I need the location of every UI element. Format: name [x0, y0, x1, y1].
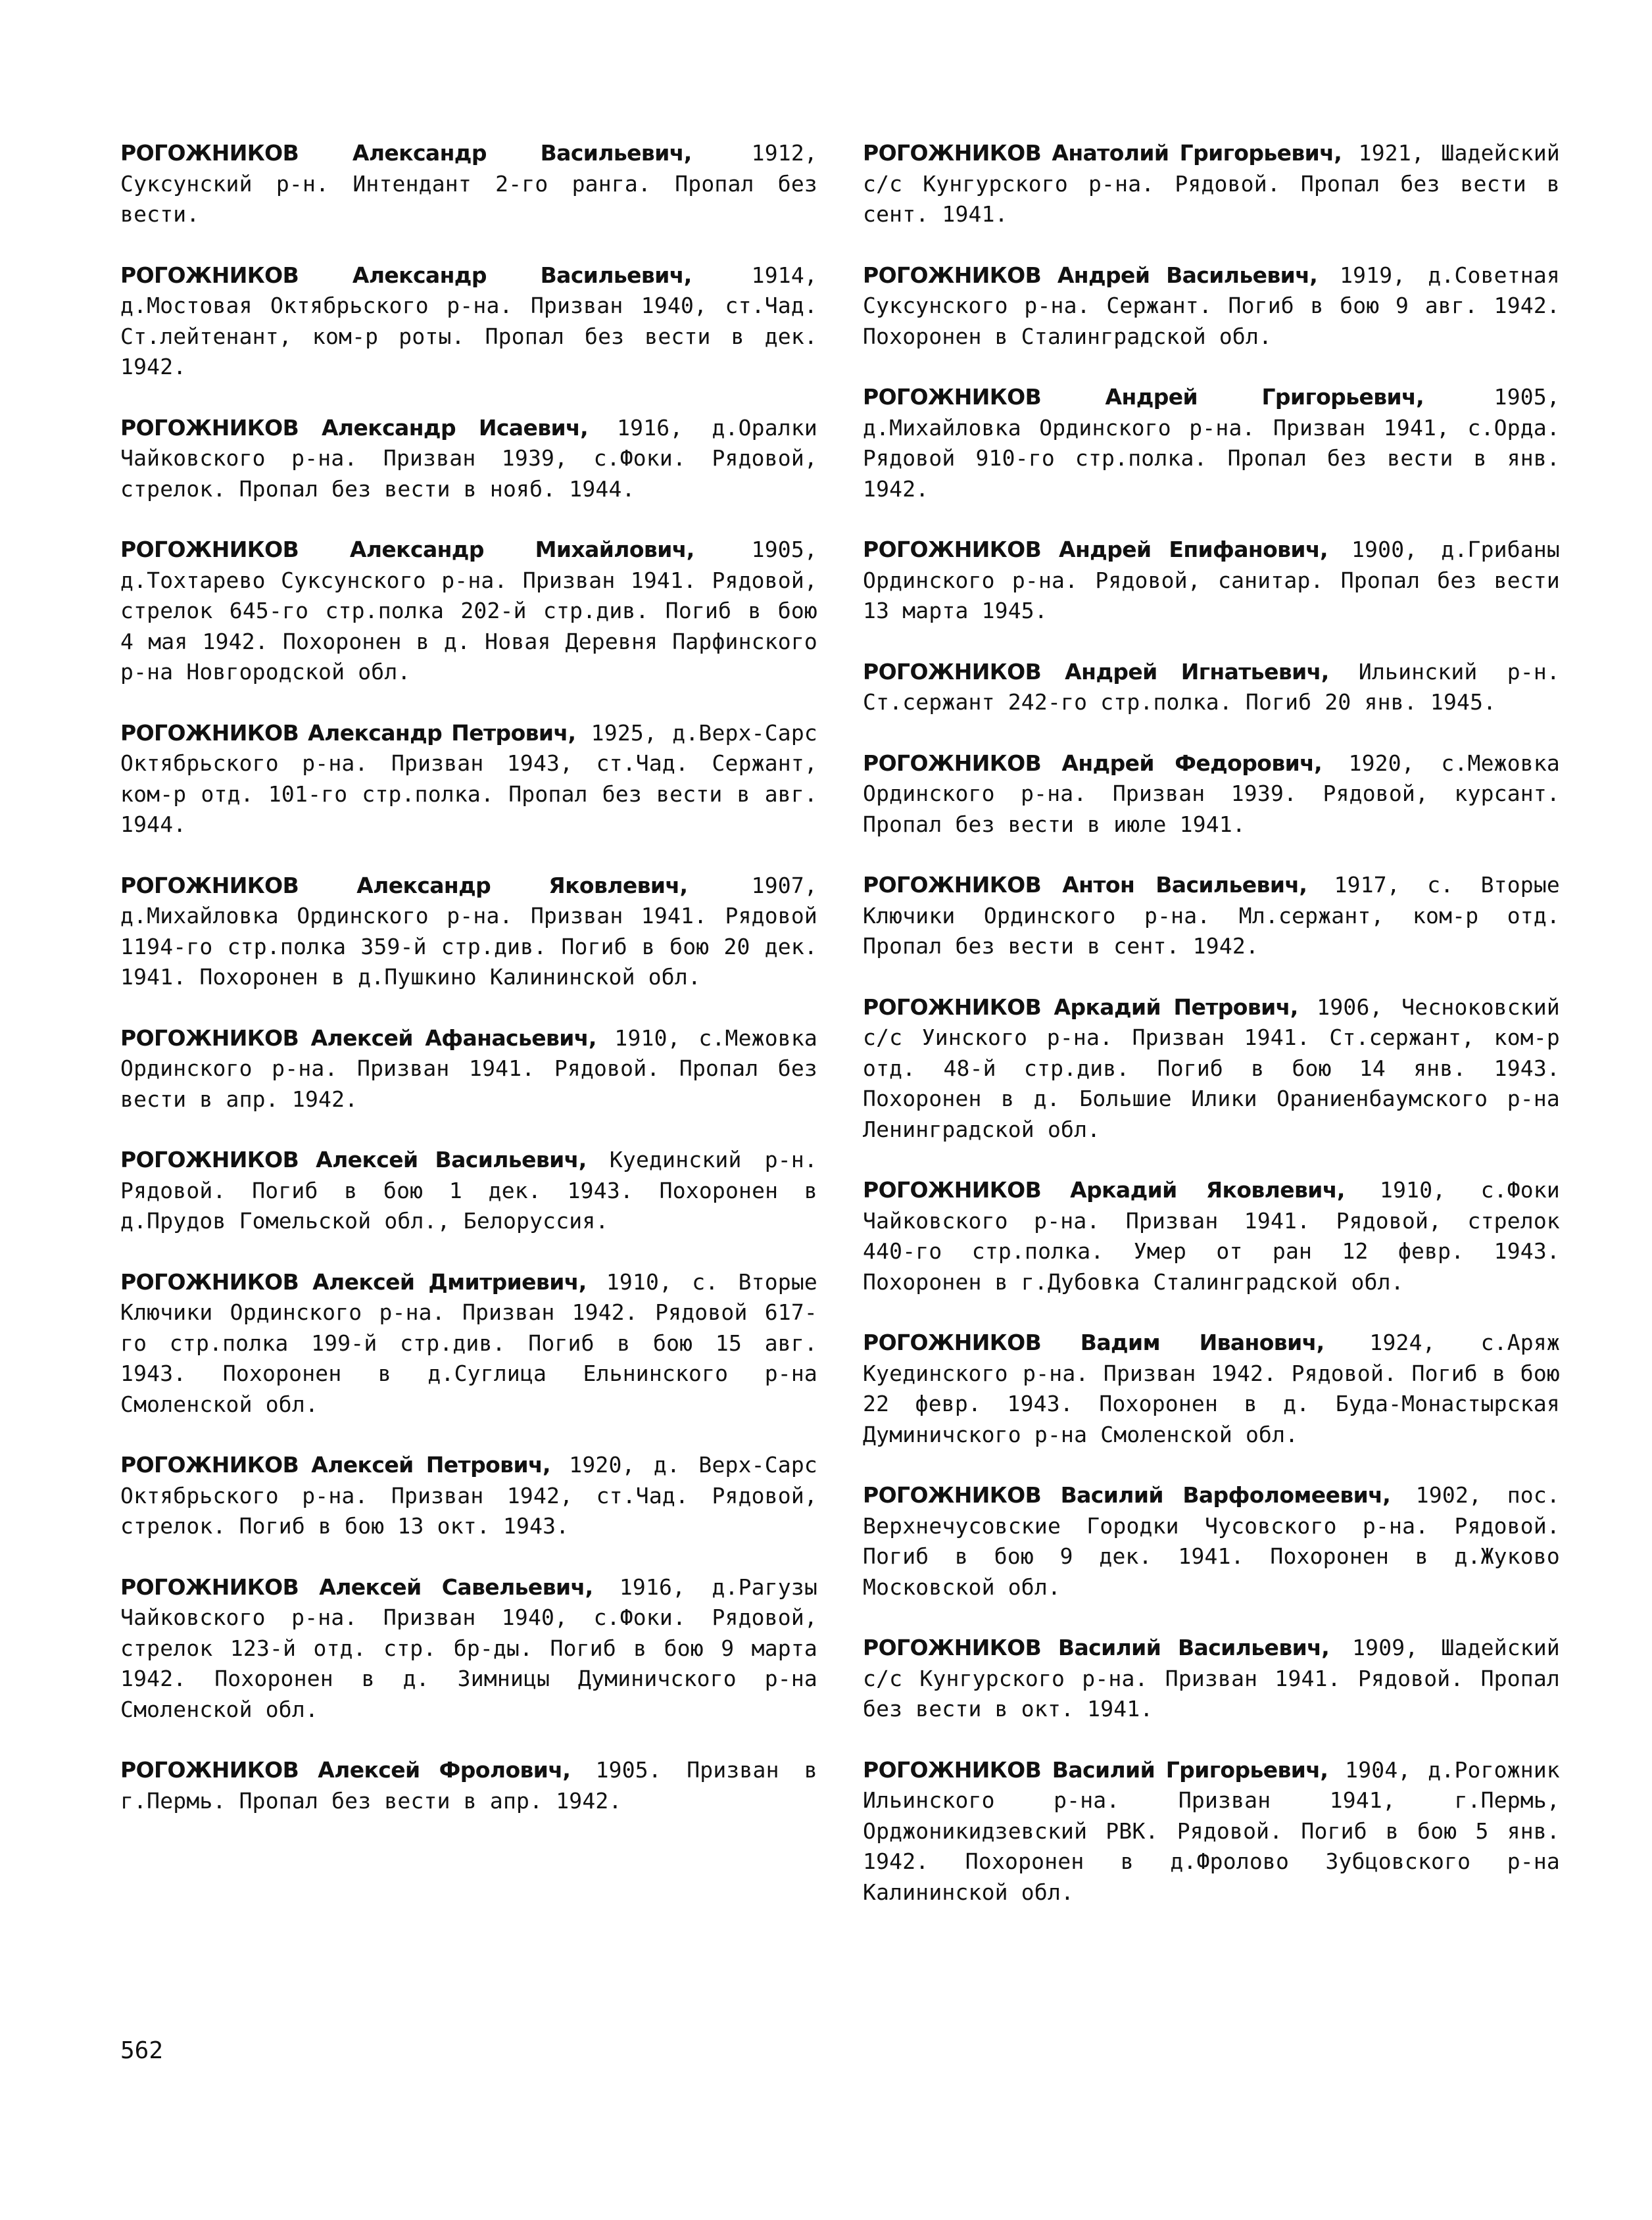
- entry-name: РОГОЖНИКОВ Алексей Дмитриевич,: [120, 1268, 587, 1295]
- entry: [120, 535, 817, 688]
- entry-text: 1905. Призван в г.Пермь. Пропал без вести в апр. 1942.: [120, 1757, 818, 1814]
- entry: [863, 1328, 1560, 1450]
- entry-text: 1912, Суксунский р-н. Интендант 2-го ранга. Пропал без вести.: [120, 140, 817, 227]
- right-column: [863, 138, 1560, 1938]
- entry: [120, 718, 817, 840]
- entry-text: 1910, с. Вторые Ключики Ординского р-на. Призван 1942. Рядовой 617-го стр.полка 199-й стр.див. Погиб в бою 15 авг. 1943. Похоронен в д.Суглица Ельнинского р-на Смоленской обл.: [120, 1268, 817, 1417]
- entry-name: РОГОЖНИКОВ Алексей Афанасьевич,: [120, 1025, 596, 1051]
- entry-name: РОГОЖНИКОВ Василий Варфоломеевич,: [863, 1482, 1391, 1508]
- entry: [120, 413, 817, 505]
- entry: [863, 992, 1560, 1146]
- entry-name: РОГОЖНИКОВ Андрей Епифанович,: [863, 537, 1328, 562]
- entry-name: РОГОЖНИКОВ Алексей Фролович,: [120, 1757, 571, 1783]
- entry-text: 1909, Шадейский с/с Кунгурского р-на. Призван 1941. Рядовой. Пропал без вести в окт. 1941.: [863, 1635, 1560, 1722]
- entry: [863, 1480, 1560, 1603]
- entry-text: 1910, с.Межовка Ординского р-на. Призван 1941. Рядовой. Пропал без вести в апр. 1942.: [120, 1025, 817, 1112]
- entry-name: РОГОЖНИКОВ Андрей Федорович,: [863, 750, 1323, 776]
- entry-text: 1900, д.Грибаны Ординского р-на. Рядовой, санитар. Пропал без вести 13 марта 1945.: [863, 537, 1560, 623]
- entry-name: РОГОЖНИКОВ Андрей Григорьевич,: [863, 384, 1424, 410]
- entry: [863, 1633, 1560, 1725]
- entry: [120, 1450, 817, 1542]
- entry-text: 1920, д. Верх-Сарс Октябрьского р-на. Призван 1942, ст.Чад. Рядовой, стрелок. Погиб в бою 13 окт. 1943.: [120, 1452, 817, 1539]
- entry: [863, 382, 1560, 504]
- entry-text: 1906, Чесноковский с/с Уинского р-на. Призван 1941. Ст.сержант, ком-р отд. 48-й стр.див. Погиб в бою 14 янв. 1943. Похоронен в д. Большие Илики Ораниенбаумского р-на Ленинградской обл.: [863, 994, 1560, 1142]
- entry-name: РОГОЖНИКОВ Василий Васильевич,: [863, 1635, 1330, 1660]
- page-number: 562: [120, 2037, 164, 2064]
- entry-name: РОГОЖНИКОВ Александр Васильевич,: [120, 140, 692, 166]
- entry-text: 1904, д.Рогожник Ильинского р-на. Призван 1941, г.Пермь, Орджоникидзевский РВК. Рядовой. Погиб в бою 5 янв. 1942. Похоронен в д.Фролово Зубцовского р-на Калининской обл.: [863, 1756, 1560, 1905]
- entry: [863, 260, 1560, 352]
- entry-name: РОГОЖНИКОВ Александр Исаевич,: [120, 414, 589, 441]
- entry: [863, 535, 1560, 627]
- entry-name: РОГОЖНИКОВ Андрей Васильевич,: [863, 262, 1318, 288]
- entry: [863, 870, 1560, 962]
- entry-text: 1925, д.Верх-Сарс Октябрьского р-на. Призван 1943, ст.Чад. Сержант, ком-р отд. 101-го стр.полка. Пропал без вести в авг. 1944.: [120, 719, 817, 837]
- entry: [120, 1023, 817, 1115]
- entry: [120, 1755, 817, 1816]
- entry-text: 1910, с.Фоки Чайковского р-на. Призван 1941. Рядовой, стрелок 440-го стр.полка. Умер от ран 12 февр. 1943. Похоронен в г.Дубовка Сталинградской обл.: [863, 1177, 1560, 1295]
- entry: [863, 657, 1560, 718]
- entry-text: 1905, д.Михайловка Ординского р-на. Призван 1941, с.Орда. Рядовой 910-го стр.полка. Пропал без вести в янв. 1942.: [863, 384, 1561, 502]
- entry-name: РОГОЖНИКОВ Александр Васильевич,: [120, 262, 692, 288]
- entry-text: Куединский р-н. Рядовой. Погиб в бою 1 дек. 1943. Похоронен в д.Прудов Гомельской обл., Белоруссия.: [120, 1147, 817, 1234]
- entry-text: 1914, д.Мостовая Октябрьского р-на. Призван 1940, ст.Чад. Ст.лейтенант, ком-р роты. Пропал без вести в дек. 1942.: [120, 262, 817, 379]
- left-column: [120, 138, 817, 1846]
- entry-name: РОГОЖНИКОВ Анатолий Григорьевич,: [863, 140, 1342, 166]
- entry: [120, 1572, 817, 1725]
- entry-name: РОГОЖНИКОВ Александр Михайлович,: [120, 537, 694, 562]
- entry-name: РОГОЖНИКОВ Вадим Иванович,: [863, 1330, 1324, 1355]
- entry-text: Ильинский р-н. Ст.сержант 242-го стр.полка. Погиб 20 янв. 1945.: [863, 658, 1560, 715]
- entry-name: РОГОЖНИКОВ Алексей Савельевич,: [120, 1574, 593, 1600]
- entry: [120, 260, 817, 383]
- entry: [120, 138, 817, 230]
- entry-text: 1917, с. Вторые Ключики Ординского р-на. Мл.сержант, ком-р отд. Пропал без вести в сент. 1942.: [863, 872, 1560, 959]
- entry-text: 1919, д.Советная Суксунского р-на. Сержант. Погиб в бою 9 авг. 1942. Похоронен в Сталинградской обл.: [863, 262, 1560, 349]
- entry: [863, 748, 1560, 840]
- entry-text: 1916, д.Оралки Чайковского р-на. Призван 1939, с.Фоки. Рядовой, стрелок. Пропал без вести в нояб. 1944.: [120, 414, 817, 502]
- entry-text: 1921, Шадейский с/с Кунгурского р-на. Рядовой. Пропал без вести в сент. 1941.: [863, 140, 1560, 227]
- entry-name: РОГОЖНИКОВ Аркадий Петрович,: [863, 994, 1298, 1020]
- entry: [863, 1175, 1560, 1297]
- entry-text: 1920, с.Межовка Ординского р-на. Призван 1939. Рядовой, курсант. Пропал без вести в июле 1941.: [863, 750, 1560, 837]
- entry: [863, 138, 1560, 230]
- entry-name: РОГОЖНИКОВ Александр Петрович,: [120, 719, 576, 746]
- entry-name: РОГОЖНИКОВ Василий Григорьевич,: [863, 1756, 1328, 1783]
- entry-text: 1907, д.Михайловка Ординского р-на. Призван 1941. Рядовой 1194-го стр.полка 359-й стр.див. Погиб в бою 20 дек. 1941. Похоронен в д.Пушкино Калининской обл.: [120, 872, 818, 990]
- entry-text: 1902, пос. Верхнечусовские Городки Чусовского р-на. Рядовой. Погиб в бою 9 дек. 1941. Похоронен в д.Жуково Московской обл.: [863, 1482, 1560, 1600]
- entry-name: РОГОЖНИКОВ Алексей Петрович,: [120, 1452, 550, 1478]
- entry-name: РОГОЖНИКОВ Александр Яковлевич,: [120, 872, 688, 898]
- entry-name: РОГОЖНИКОВ Аркадий Яковлевич,: [863, 1177, 1345, 1203]
- entry-name: РОГОЖНИКОВ Андрей Игнатьевич,: [863, 658, 1329, 685]
- entry-name: РОГОЖНИКОВ Алексей Васильевич,: [120, 1147, 587, 1172]
- entry-name: РОГОЖНИКОВ Антон Васильевич,: [863, 872, 1307, 898]
- entry: [120, 1267, 817, 1420]
- entry: [863, 1755, 1560, 1908]
- entry: [120, 871, 817, 993]
- entry-text: 1905, д.Тохтарево Суксунского р-на. Призван 1941. Рядовой, стрелок 645-го стр.полка 202-й стр.див. Погиб в бою 4 мая 1942. Похоронен в д. Новая Деревня Парфинского р-на Новгородской обл.: [120, 537, 817, 685]
- entry-text: 1924, с.Аряж Куединского р-на. Призван 1942. Рядовой. Погиб в бою 22 февр. 1943. Похоронен в д. Буда-Монастырская Думиничского р-на Смоленской обл.: [863, 1330, 1560, 1447]
- entry-text: 1916, д.Рагузы Чайковского р-на. Призван 1940, с.Фоки. Рядовой, стрелок 123-й отд. стр. бр-ды. Погиб в бою 9 марта 1942. Похоронен в д. Зимницы Думиничского р-на Смоленской обл.: [120, 1574, 818, 1722]
- entry: [120, 1145, 817, 1237]
